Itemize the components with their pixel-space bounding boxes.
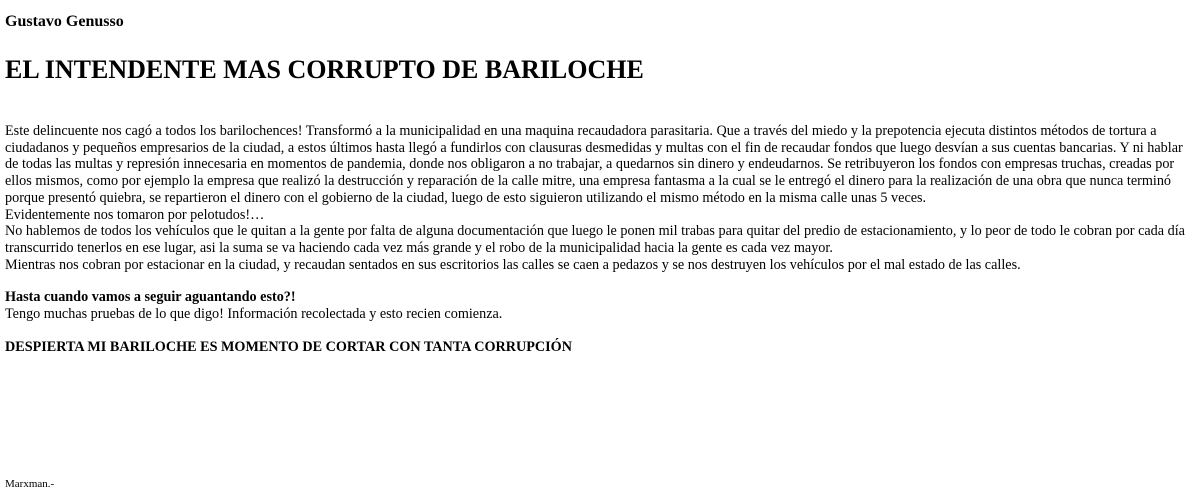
question-heading: Hasta cuando vamos a seguir aguantando esto?! xyxy=(5,289,296,306)
paragraph-gap xyxy=(5,273,1190,289)
paragraph-exclamation: Evidentemente nos tomaron por pelotudos!… xyxy=(5,206,265,223)
paragraph-intro: Este delincuente nos cagó a todos los barilochences! Transformó a la municipalidad en una maquina recaudadora parasitaria. Que a través del miedo y la prepotencia ejecuta distintos métodos de tortura a ciudadanos y pequeños empresarios de la ciudad, a estos últimos hasta llegó a fundirlos con clausuras desmedidas y multas con el fin de recaudar fondos que luego desvían a sus cuentas bancarias. Y ni hablar de todas las multas y represión innecesaria en momentos de pandemia, donde nos obligaron a no trabajar, a quedarnos sin dinero y endeudarnos. Se retribuyeron los fondos con empresas truchas, creadas por ellos mismos, como por ejemplo la empresa que realizó la destrucción y reparación de la calle mitre, una empresa fantasma a la cual se le entregó el dinero para la realización de una obra que nunca terminó porque presentó quiebra, se repartieron el dinero con el gobierno de la ciudad, luego de esto siguieron utilizando el mismo método en la misma calle unas 5 veces. xyxy=(5,123,1183,206)
article-title: EL INTENDENTE MAS CORRUPTO DE BARILOCHE xyxy=(5,55,644,84)
call-to-action: DESPIERTA MI BARILOCHE ES MOMENTO DE CORTAR CON TANTA CORRUPCIÓN xyxy=(5,338,572,355)
evidence-text: Tengo muchas pruebas de lo que digo! Información recolectada y esto recien comienza. xyxy=(5,306,503,323)
paragraph-streets: Mientras nos cobran por estacionar en la ciudad, y recaudan sentados en sus escritorios las calles se caen a pedazos y se nos destruyen los vehículos por el mal estado de las calles. xyxy=(5,256,1021,273)
signature: Marxman.- xyxy=(5,478,55,490)
author-name: Gustavo Genusso xyxy=(5,13,124,30)
paragraph-gap xyxy=(5,323,1190,339)
paragraph-vehicles: No hablemos de todos los vehículos que le quitan a la gente por falta de alguna documentación que luego le ponen mil trabas para quitar del predio de estacionamiento, y lo peor de todo le cobran por cada día transcurrido tenerlos en ese lugar, asi la suma se va haciendo cada vez más grande y el robo de la municipalidad hacia la gente es cada vez mayor. xyxy=(5,223,1185,256)
article-body xyxy=(5,123,1190,355)
